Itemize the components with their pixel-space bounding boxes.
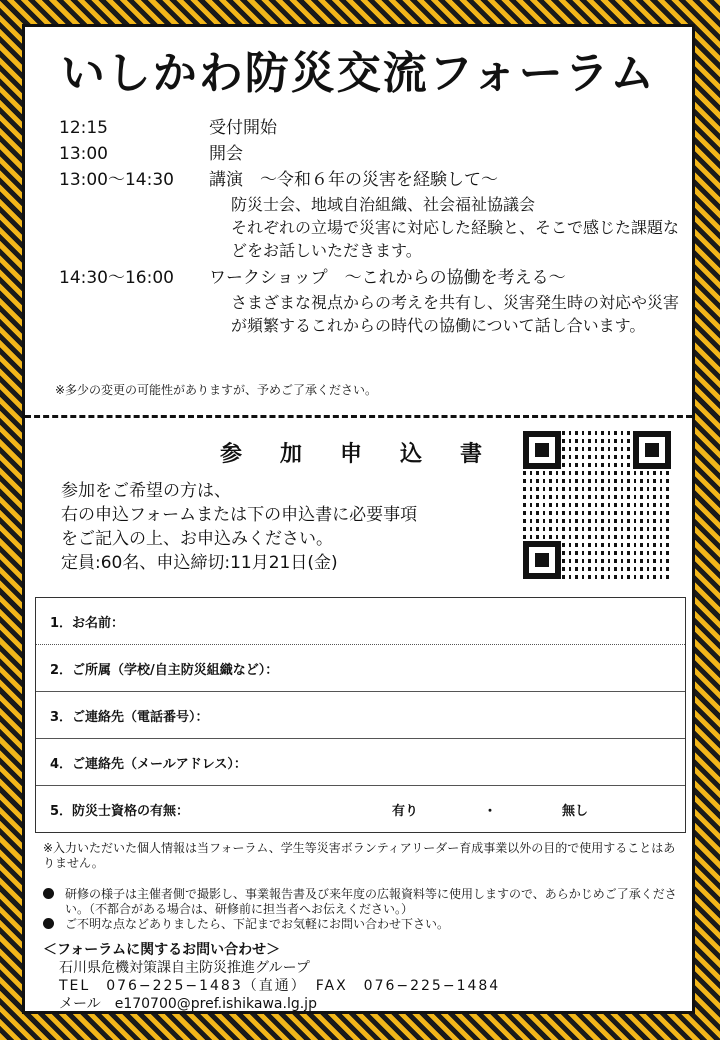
schedule <box>59 115 679 340</box>
form-intro <box>61 479 521 575</box>
field-label: 2．ご所属（学校/自主防災組織など）： <box>50 662 279 678</box>
intro-line: 右の申込フォームまたは下の申込書に必要事項 <box>61 505 418 525</box>
schedule-row <box>59 265 679 291</box>
field-label: 5．防災士資格の有無： <box>50 804 190 819</box>
schedule-time: 12:15 <box>59 118 108 138</box>
intro-line: 参加をご希望の方は、 <box>61 481 231 501</box>
schedule-time: 13:00 <box>59 144 108 164</box>
notice-item: ご不明な点などありましたら、下記までお気軽にお問い合わせ下さい。 <box>43 917 683 932</box>
field-label: 1．お名前： <box>50 615 125 631</box>
intro-line: をご記入の上、お申込みください。 <box>61 529 333 549</box>
contact-email[interactable]: メール e170700@pref.ishikawa.lg.jp <box>59 996 317 1012</box>
affiliation-field[interactable] <box>36 645 685 692</box>
application-form <box>35 597 686 833</box>
bullet-icon <box>43 888 54 899</box>
schedule-row <box>59 141 679 167</box>
qr-finder <box>523 541 561 579</box>
contact-info <box>43 941 683 1013</box>
field-label: 4．ご連絡先（メールアドレス）： <box>50 756 247 772</box>
schedule-row <box>59 115 679 141</box>
intro-line: 定員:60名、申込締切:11月21日(金) <box>61 553 338 573</box>
dashed-divider <box>25 415 692 418</box>
phone-field[interactable] <box>36 692 685 739</box>
qualification-field <box>36 786 685 833</box>
contact-heading: ＜フォーラムに関するお問い合わせ＞ <box>43 942 281 958</box>
email-field[interactable] <box>36 739 685 786</box>
contact-org: 石川県危機対策課自主防災推進グループ <box>59 960 310 976</box>
schedule-description: さまざまな視点からの考えを共有し、災害発生時の対応や災害が頻繁するこれからの時代の協働について話し合います。 <box>231 293 680 335</box>
schedule-text: 受付開始 <box>209 118 277 138</box>
option-yes[interactable]: 有り <box>391 804 418 819</box>
flyer-sheet <box>22 24 695 1014</box>
notice-item: 研修の様子は主催者側で撮影し、事業報告書及び来年度の広報資料等に使用しますので、あらかじめご了承ください。（不都合がある場合は、研修前に担当者へお伝えください。） <box>43 887 683 917</box>
schedule-text: ワークショップ 〜これからの協働を考える〜 <box>209 268 566 288</box>
option-no[interactable]: 無し <box>561 804 588 819</box>
schedule-time: 13:00〜14:30 <box>59 170 174 190</box>
option-separator: ・ <box>483 804 497 819</box>
schedule-time: 14:30〜16:00 <box>59 268 174 288</box>
bullet-icon <box>43 918 54 929</box>
contact-phone: TEL 076−225−1483（直通） FAX 076−225−1484 <box>59 978 501 994</box>
field-label: 3．ご連絡先（電話番号）： <box>50 709 209 725</box>
name-field[interactable] <box>36 598 685 645</box>
page-title: いしかわ防災交流フォーラム <box>60 48 657 99</box>
notice-list <box>43 887 683 932</box>
qr-finder <box>633 431 671 469</box>
form-title: 参加申込書 <box>220 442 521 467</box>
schedule-text: 講演 〜令和６年の災害を経験して〜 <box>209 170 498 190</box>
qr-finder <box>523 431 561 469</box>
schedule-note: ※多少の変更の可能性がありますが、予めご了承ください。 <box>55 383 378 397</box>
schedule-description: 防災士会、地域自治組織、社会福祉協議会 それぞれの立場で災害に対応した経験と、そこで感じた課題などをお話しいただきます。 <box>231 195 680 260</box>
schedule-row <box>59 167 679 193</box>
schedule-text: 開会 <box>209 144 243 164</box>
privacy-note: ※入力いただいた個人情報は当フォーラム、学生等災害ボランティアリーダー育成事業以外の目的で使用することはありません。 <box>43 841 676 870</box>
qr-code[interactable] <box>523 431 671 579</box>
